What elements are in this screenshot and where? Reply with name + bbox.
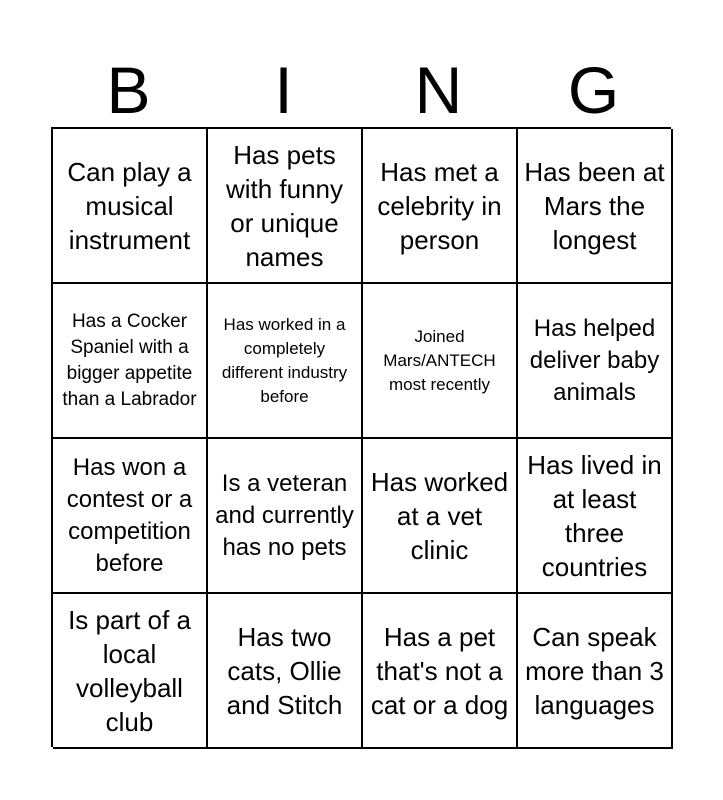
bingo-cell[interactable]: Has two cats, Ollie and Stitch: [208, 594, 363, 749]
bingo-cell[interactable]: Has met a celebrity in person: [363, 129, 518, 284]
bingo-cell[interactable]: Has worked at a vet clinic: [363, 439, 518, 594]
header-letter-b: B: [106, 53, 151, 127]
bingo-cell[interactable]: Has been at Mars the longest: [518, 129, 673, 284]
bingo-cell[interactable]: Can play a musical instrument: [53, 129, 208, 284]
bingo-cell[interactable]: Has pets with funny or unique names: [208, 129, 363, 284]
bingo-board: [51, 127, 671, 747]
header-letter-n: N: [414, 53, 463, 127]
bingo-cell[interactable]: Has won a contest or a competition before: [53, 439, 208, 594]
header-letter-i: I: [274, 53, 293, 127]
bingo-cell[interactable]: Has a pet that's not a cat or a dog: [363, 594, 518, 749]
bingo-cell[interactable]: Has helped deliver baby animals: [518, 284, 673, 439]
bingo-cell[interactable]: Joined Mars/ANTECH most recently: [363, 284, 518, 439]
bingo-cell[interactable]: Has lived in at least three countries: [518, 439, 673, 594]
bingo-cell[interactable]: Is part of a local volleyball club: [53, 594, 208, 749]
header-letter-g: G: [567, 53, 620, 127]
bingo-cell[interactable]: Can speak more than 3 languages: [518, 594, 673, 749]
bingo-cell[interactable]: Is a veteran and currently has no pets: [208, 439, 363, 594]
bingo-cell[interactable]: Has a Cocker Spaniel with a bigger appetite than a Labrador: [53, 284, 208, 439]
bingo-cell[interactable]: Has worked in a completely different industry before: [208, 284, 363, 439]
